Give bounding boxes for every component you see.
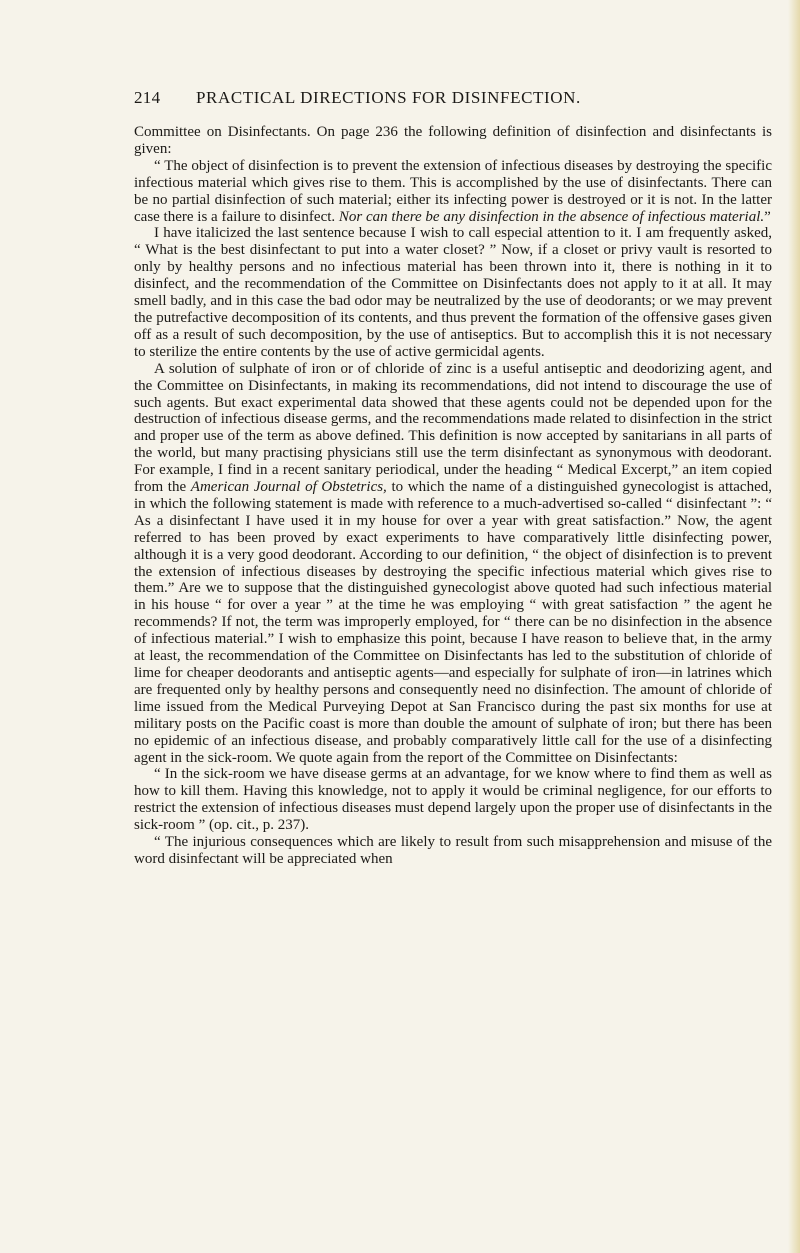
running-title: PRACTICAL DIRECTIONS FOR DISINFECTION.	[196, 88, 581, 107]
body-text	[134, 124, 772, 868]
page-edge-shadow	[788, 0, 800, 1253]
paragraph-text: A solution of sulphate of iron or of chloride of zinc is a useful antiseptic and deodorizing agent, and the Committee on Disinfectants, in making its recommendations, did not intend to discourage the use of such agents. But exact experimental data showed that these agents could not be depended upon for the destruction of infectious disease germs, and the recommendations made related to disinfection in the strict and proper use of the term as above defined. This definition is now accepted by sanitarians in all parts of the world, but many practising physicians still use the term disinfectant as synonymous with deodorant. For example, I find in a recent sanitary periodical, under the heading “ Medical Excerpt,” an item copied from the	[134, 360, 772, 496]
paragraph-sick-room-quote	[134, 766, 772, 834]
paragraph-text: ”	[764, 208, 771, 225]
italic-journal-title: American Journal of Obstetrics,	[190, 479, 387, 496]
paragraph-text: “ The object of disinfection is to prevent the extension of infectious diseases by destroying the specific infectious material which gives rise to them. This is accomplished by the use of disinfectants. There can be no partial disinfection of such material; either its infecting power is destroyed or it is not. In the latter case there is a failure to disinfect.	[134, 157, 772, 225]
paragraph-injurious-consequences	[134, 834, 772, 868]
paragraph-text: to which the name of a distinguished gynecologist is attached, in which the following statement is made with reference to a much-advertised so-called “ disinfectant ”: “ As a disinfectant I have used it in my house for over a year with great satisfaction.” Now, the agent referred to has been proved by exact experiments to have comparatively little disinfecting power, although it is a very good deodorant. According to our definition, “ the object of disinfection is to prevent the extension of infectious diseases by destroying the specific infectious material which gives rise to them.” Are we to suppose that the distinguished gynecologist above quoted had such infectious material in his house “ for over a year ” at the time he was employing “ with great satisfaction ” the agent he recommends? If not, the term was improperly employed, for “ there can be no disinfection in the absence of infectious material.” I wish to emphasize this point, because I have reason to believe that, in the army at least, the recommendation of the Committee on Disinfectants has led to the substitution of chloride of lime for cheaper deodorants and antiseptic agents—and especially for sulphate of iron—in latrines which are frequented only by healthy persons and consequently need no disinfection. The amount of chloride of lime issued from the Medical Purveying Depot at San Francisco during the past six months for use at military posts on the Pacific coast is more than double the amount of sulphate of iron; but there has been no epidemic of an infectious disease, and probably comparatively little call for the use of a disinfecting agent in the sick-room. We quote again from the report of the Committee on Disinfectants:	[134, 479, 772, 766]
paragraph-text: “ The injurious consequences which are likely to result from such misapprehension and misuse of the word disinfectant will be appreciated when	[134, 834, 772, 867]
paragraph-text: I have italicized the last sentence because I wish to call especial attention to it. I am frequently asked, “ What is the best disinfectant to put into a water closet? ” Now, if a closet or privy vault is resorted to only by healthy persons and no infectious material has been thrown into it, there is nothing in it to disinfect, and the recommendation of the Committee on Disinfectants does not apply to it at all. It may smell badly, and in this case the bad odor may be neutralized by the use of deodorants; or we may prevent the putrefactive decomposition of its contents, and thus prevent the formation of the offensive gases given off as a result of such decomposition, by the use of antiseptics. But to accomplish this it is not necessary to sterilize the entire contents by the use of active germicidal agents.	[134, 225, 772, 360]
page-number: 214	[134, 88, 161, 107]
paragraph-sulphate-of-iron	[134, 361, 772, 767]
paragraph-quoted-definition	[134, 158, 772, 226]
italic-emphasis: Nor can there be any disinfection in the absence of infectious material.	[338, 208, 765, 225]
paragraph-text: Committee on Disinfectants. On page 236 the following definition of disinfection and disinfectants is given:	[134, 124, 772, 157]
paragraph-italicized-note	[134, 225, 772, 360]
paragraph-text: “ In the sick-room we have disease germs at an advantage, for we know where to find them as well as how to kill them. Having this knowledge, not to apply it would be criminal negligence, for our efforts to restrict the extension of infectious diseases must depend largely upon the proper use of disinfectants in the sick-room ” (op. cit., p. 237).	[134, 766, 772, 834]
page-header	[134, 88, 774, 112]
paragraph-committee-intro	[134, 124, 772, 158]
